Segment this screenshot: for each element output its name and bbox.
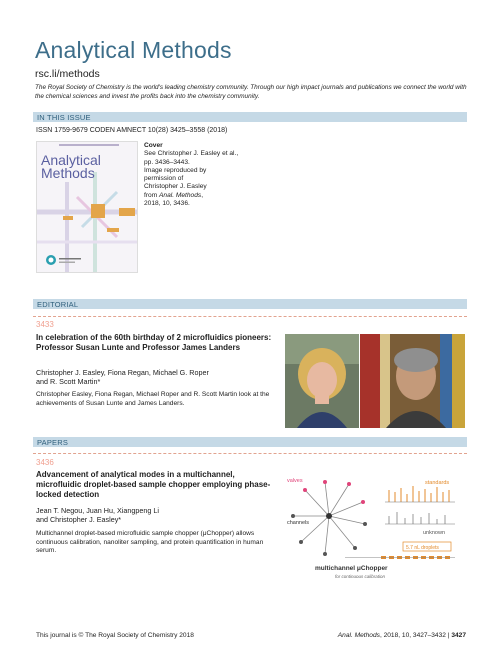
footer-copyright: This journal is © The Royal Society of Chemistry 2018 <box>36 632 194 639</box>
cover-line5: Christopher J. Easley <box>144 183 207 191</box>
cover-image[interactable] <box>36 141 138 273</box>
issn-line: ISSN 1759-9679 CODEN AMNECT 10(28) 3425–3558 (2018) <box>36 127 228 134</box>
paper-graphical-abstract <box>285 472 465 582</box>
section-band-in-this-issue <box>33 112 467 122</box>
cover-line4: permission of <box>144 175 184 183</box>
photo-susan-lunte <box>285 334 359 428</box>
main-graphic-label: multichannel μChopper <box>315 565 388 572</box>
paper-title[interactable]: Advancement of analytical modes in a multichannel, microfluidic droplet-based sample chopper employing phase-locked detection <box>36 470 271 499</box>
journal-url[interactable]: rsc.li/methods <box>35 68 100 80</box>
cover-line2: pp. 3436–3443. <box>144 158 190 166</box>
section-label: IN THIS ISSUE <box>37 112 91 122</box>
journal-title: Analytical Methods <box>35 37 232 63</box>
footer-citation: Anal. Methods, 2018, 10, 3427–3432 | 3427 <box>337 632 466 639</box>
cover-line7: 2018, 10, 3436. <box>144 200 190 208</box>
section-label: EDITORIAL <box>37 299 79 309</box>
cover-line1: See Christopher J. Easley et al., <box>144 150 239 158</box>
section-label: PAPERS <box>37 437 69 447</box>
footer-page-number: 3427 <box>451 632 466 639</box>
cover-logo-line2: Methods <box>41 165 95 181</box>
cover-caption <box>144 142 244 208</box>
paper-summary: Multichannel droplet-based microfluidic sample chopper (μChopper) allows continuous calibration, nanoliter sampling, and protein quantification in human serum. <box>36 530 264 554</box>
cover-logo-line1: Analytical <box>41 152 101 168</box>
journal-intro: The Royal Society of Chemistry is the world's leading chemistry community. Through our high impact journals and publications we connect the world with the chemical sciences and invest the profits back into the chemistry community. <box>35 84 467 100</box>
standards-label: standards <box>425 480 450 486</box>
editorial-title[interactable]: In celebration of the 60th birthday of 2 microfluidics pioneers: Professor Susan Lunte and Professor James Landers <box>36 333 272 352</box>
paper-authors: Jean T. Negou, Juan Hu, Xiangpeng Li and Christopher J. Easley* <box>36 506 159 524</box>
section-band-papers <box>33 437 467 447</box>
cover-heading: Cover <box>144 142 163 149</box>
droplets-label: 5.7 nL droplets <box>406 545 439 551</box>
divider <box>33 316 467 317</box>
cover-line6: from Anal. Methods, <box>144 191 204 199</box>
paper-page-number[interactable]: 3436 <box>36 458 54 467</box>
section-band-editorial <box>33 299 467 309</box>
sub-graphic-label: for continuous calibration <box>335 574 386 579</box>
photo-james-landers <box>360 334 465 428</box>
divider <box>33 453 467 454</box>
editorial-authors: Christopher J. Easley, Fiona Regan, Michael G. Roper and R. Scott Martin* <box>36 368 209 386</box>
editorial-summary: Christopher Easley, Fiona Regan, Michael Roper and R. Scott Martin look at the achievements of Susan Lunte and James Landers. <box>36 391 270 407</box>
unknown-label: unknown <box>423 530 446 536</box>
cover-artwork <box>37 142 137 272</box>
editorial-page-number[interactable]: 3433 <box>36 320 54 329</box>
cover-line3: Image reproduced by <box>144 166 207 174</box>
channels-label: channels <box>287 520 310 526</box>
valves-label: valves <box>287 478 303 484</box>
